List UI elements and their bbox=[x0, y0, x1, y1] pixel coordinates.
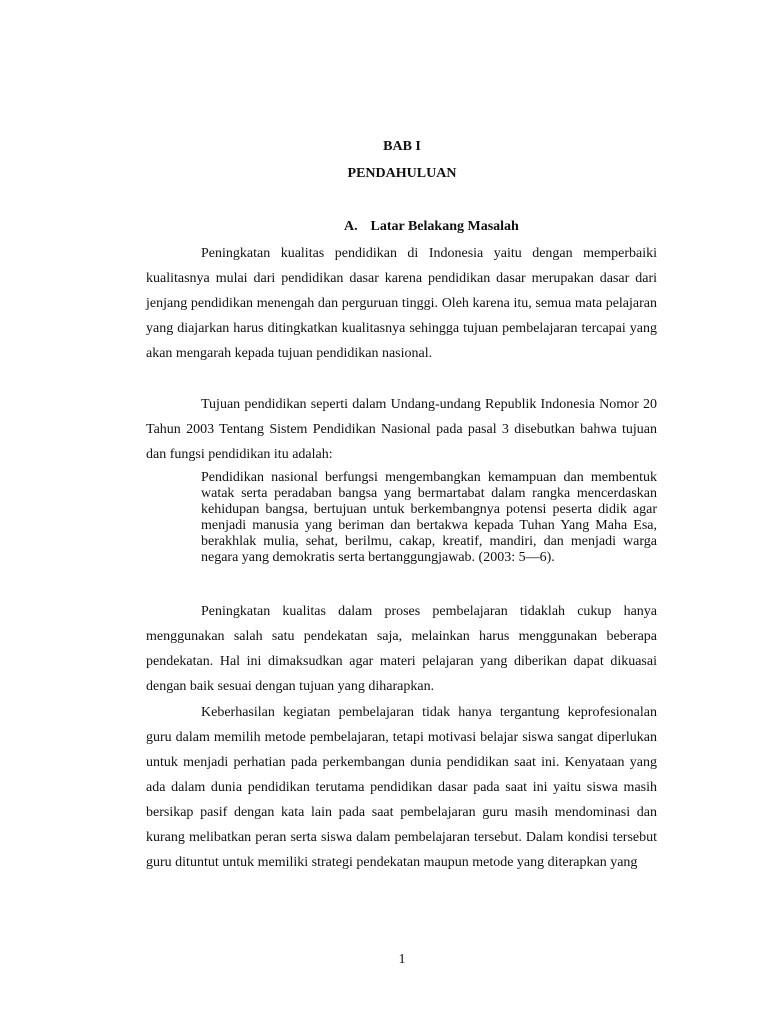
paragraph: Keberhasilan kegiatan pembelajaran tidak hanya tergantung keprofesionalan guru dalam memilih metode pembelajaran, tetapi motivasi belajar siswa sangat diperlukan untuk menjadi perhatian pada perkembangan dunia pendidikan saat ini. Kenyataan yang ada dalam dunia pendidikan terutama pendidikan dasar pada saat ini yaitu siswa masih bersikap pasif dengan kata lain pada saat pembelajaran guru masih mendominasi dan kurang melibatkan peran serta siswa dalam pembelajaran tersebut. Dalam kondisi tersebut guru dituntut untuk memiliki strategi pendekatan maupun metode yang diterapkan yang bbox=[146, 705, 657, 870]
section-heading bbox=[344, 218, 519, 235]
chapter-title: PENDAHULUAN bbox=[347, 166, 457, 181]
paragraph-block bbox=[146, 599, 657, 699]
paragraph: Peningkatan kualitas dalam proses pembelajaran tidaklah cukup hanya menggunakan salah satu pendekatan saja, melainkan harus menggunakan beberapa pendekatan. Hal ini dimaksudkan agar materi pelajaran yang diberikan dapat dikuasai dengan baik sesuai dengan tujuan yang diharapkan. bbox=[146, 604, 657, 694]
section-title: Latar Belakang Masalah bbox=[370, 219, 519, 234]
paragraph-block bbox=[146, 241, 657, 366]
page-number: 1 bbox=[398, 952, 406, 967]
paragraph: Tujuan pendidikan seperti dalam Undang-undang Republik Indonesia Nomor 20 Tahun 2003 Tentang Sistem Pendidikan Nasional pada pasal 3 disebutkan bahwa tujuan dan fungsi pendidikan itu adalah: bbox=[146, 397, 657, 462]
paragraph: Peningkatan kualitas pendidikan di Indonesia yaitu dengan memperbaiki kualitasnya mulai dari pendidikan dasar karena pendidikan dasar merupakan dasar dari jenjang pendidikan menengah dan perguruan tinggi. Oleh karena itu, semua mata pelajaran yang diajarkan harus ditingkatkan kualitasnya sehingga tujuan pembelajaran tercapai yang akan mengarah kepada tujuan pendidikan nasional. bbox=[146, 246, 657, 361]
paragraph-block bbox=[146, 392, 657, 467]
block-quote: Pendidikan nasional berfungsi mengembangkan kemampuan dan membentuk watak serta peradaban bangsa yang bermartabat dalam rangka mencerdaskan kehidupan bangsa, bertujuan untuk berkembangnya potensi peserta didik agar menjadi manusia yang beriman dan bertakwa kepada Tuhan Yang Maha Esa, berakhlak mulia, sehat, berilmu, cakap, kreatif, mandiri, dan menjadi warga negara yang demokratis serta bertanggungjawab. (2003: 5—6). bbox=[201, 470, 657, 565]
section-number: A. bbox=[344, 219, 358, 234]
chapter-label: BAB I bbox=[383, 139, 421, 154]
paragraph-block bbox=[146, 700, 657, 875]
